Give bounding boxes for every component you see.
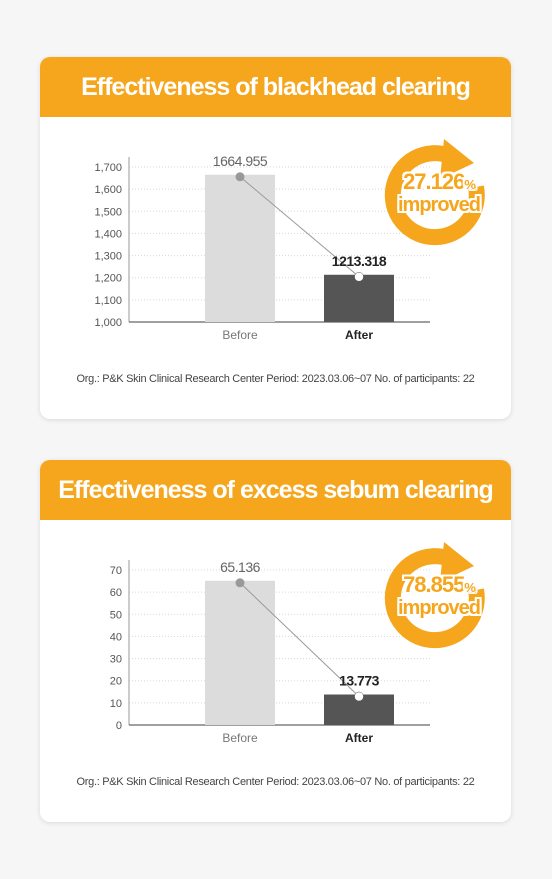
y-tick-label: 1,500 [94,206,122,219]
bar-after [324,275,394,322]
data-point-before [236,172,245,181]
card-header [40,460,511,520]
study-footnote: Org.: P&K Skin Clinical Research Center Period: 2023.03.06~07 No. of participants: 22 [76,373,475,385]
y-tick-label: 1,600 [94,184,122,197]
improvement-unit: % [464,177,475,192]
y-tick-label: 1,000 [94,317,122,329]
card-header [40,57,511,117]
x-tick-label: Before [222,328,258,342]
y-tick-label: 30 [109,653,122,666]
y-tick-label: 60 [109,587,122,600]
x-tick-label: Before [222,731,258,745]
sebum-chart-card [40,460,511,822]
x-tick-label: After [344,328,374,342]
y-tick-label: 1,100 [94,294,122,307]
improvement-value: 78.855 [403,572,465,597]
bar-before [205,581,275,725]
blackhead-chart-card [40,57,511,419]
improvement-badge [380,540,498,658]
data-label-before: 65.136 [220,558,260,575]
data-point-after [355,272,364,281]
study-footnote: Org.: P&K Skin Clinical Research Center Period: 2023.03.06~07 No. of participants: 22 [76,776,475,788]
y-tick-label: 70 [109,565,122,577]
y-tick-label: 1,400 [94,228,122,241]
data-point-after [355,692,364,701]
x-tick-label: After [344,731,374,745]
y-tick-label: 1,700 [94,162,122,174]
data-label-after: 1213.318 [331,252,387,269]
chart-title: Effectiveness of excess sebum clearing [58,475,493,504]
improvement-unit: % [464,580,475,595]
data-label-after: 13.773 [339,672,379,689]
chart-title: Effectiveness of blackhead clearing [81,72,470,101]
data-label-before: 1664.955 [212,152,268,169]
y-tick-label: 20 [109,675,122,688]
data-point-before [236,578,245,587]
y-tick-label: 50 [109,609,122,622]
y-tick-label: 1,200 [94,272,122,285]
improvement-value: 27.126 [403,169,465,194]
improvement-word: improved [397,194,481,216]
y-tick-label: 0 [115,720,122,732]
y-tick-label: 10 [109,697,122,710]
improvement-word: improved [397,597,481,619]
improvement-badge [380,137,498,255]
y-tick-label: 40 [109,631,122,644]
y-tick-label: 1,300 [94,250,122,263]
